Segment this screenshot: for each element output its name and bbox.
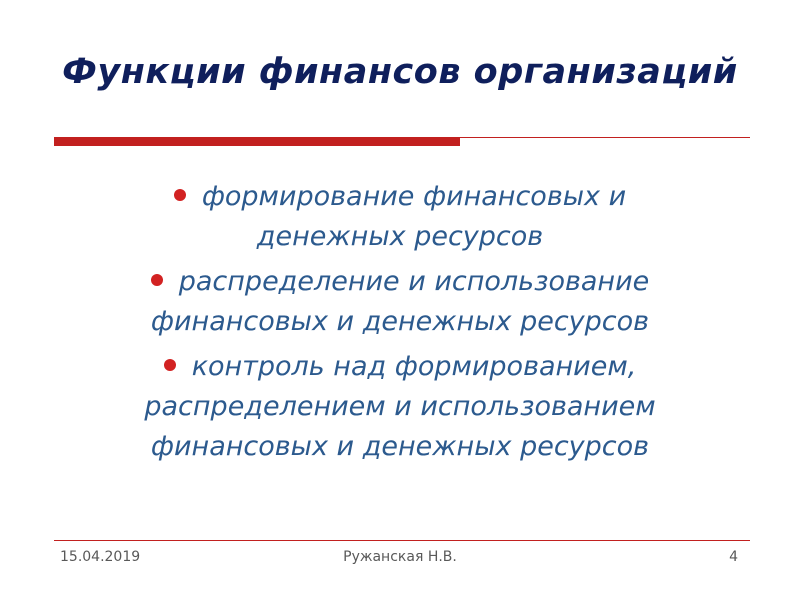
bullet-text: денежных ресурсов xyxy=(256,221,544,252)
bullet-dot-icon xyxy=(164,359,176,371)
page-number: 4 xyxy=(729,549,738,565)
footer-divider xyxy=(54,540,750,541)
bullet-item xyxy=(0,262,800,342)
footer-date: 15.04.2019 xyxy=(60,549,141,565)
bullet-text: распределение и использование xyxy=(178,266,650,297)
title-divider-thick xyxy=(54,138,460,146)
bullet-item xyxy=(0,347,800,467)
bullet-dot-icon xyxy=(151,274,163,286)
bullet-text: контроль над формированием, xyxy=(191,351,637,382)
bullet-line xyxy=(0,347,800,387)
bullet-line xyxy=(0,177,800,217)
bullet-line xyxy=(0,262,800,302)
bullet-item xyxy=(0,177,800,257)
bullet-text: формирование финансовых и xyxy=(201,181,627,212)
slide-title: Функции финансов организаций xyxy=(62,52,738,92)
bullet-text: распределением и использованием xyxy=(144,391,656,422)
bullet-text: финансовых и денежных ресурсов xyxy=(150,431,650,462)
bullet-list xyxy=(0,177,800,472)
bullet-dot-icon xyxy=(174,189,186,201)
footer-author: Ружанская Н.В. xyxy=(343,549,457,565)
bullet-text: финансовых и денежных ресурсов xyxy=(150,306,650,337)
